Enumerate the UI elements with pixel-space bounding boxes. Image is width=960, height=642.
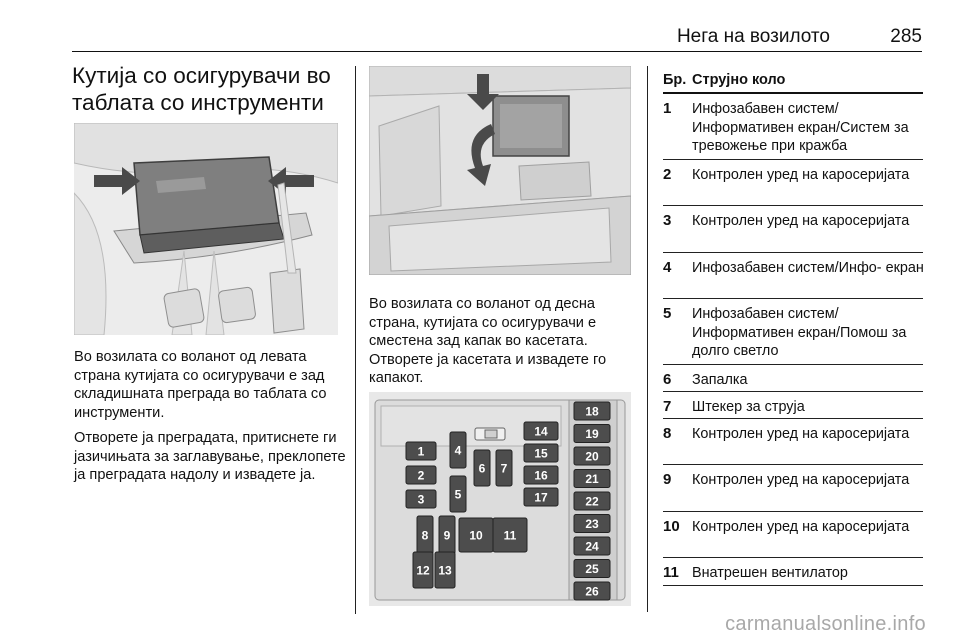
column-divider-left [355,66,356,614]
fuse-3 [406,490,436,508]
circuit-description: Внатрешен вентилатор [692,565,848,581]
fuse-label: 2 [417,468,425,483]
header-title: Нега на возилото [676,26,830,47]
fuse-label: 24 [585,539,599,554]
fuse-label: 5 [454,487,462,502]
fuse-number: 3 [663,212,672,229]
table-row [663,419,923,465]
fuse-label: 7 [500,461,508,476]
figure-rhd-glovebox [369,66,631,275]
table-row [663,365,923,392]
fuse-22 [574,492,610,510]
fuse-label: 11 [503,528,517,543]
table-row [663,558,923,586]
circuit-description: Штекер за струја [692,399,805,415]
circuit-table-header [663,66,923,94]
fuse-14 [524,422,558,440]
fuse-label: 20 [585,449,599,464]
page-number: 285 [890,26,922,47]
fuse-label: 19 [585,427,599,441]
circuit-description: Инфозабавен систем/ Информативен екран/Помош за долго светло [692,306,907,359]
fuse-label: 16 [534,468,548,483]
fuse-10 [459,518,493,552]
fuse-15 [524,444,558,462]
fuse-label: 12 [416,563,430,578]
table-row [663,512,923,558]
fuse-number: 5 [663,305,672,322]
fuse-label: 21 [585,472,599,486]
figure-lhd-dashboard [74,123,338,335]
fuse-label: 26 [585,584,599,599]
circuit-description: Инфозабавен систем/Инфо- екран [692,260,924,276]
section-title: Кутија со осигурувачи во таблата со инструменти [72,63,331,115]
fuse-16 [524,466,558,484]
fuse-label: 4 [454,443,462,458]
table-row [663,299,923,365]
fuse-label: 8 [421,528,429,543]
fuse-number: 1 [663,100,672,117]
fuse-label: 23 [585,517,599,531]
fuse-label: 3 [417,492,425,507]
circuit-description: Запалка [692,372,748,388]
fuse-1 [406,442,436,460]
fuse-label: 6 [478,461,486,476]
column-header-number: Бр. [663,72,687,88]
table-row [663,94,923,160]
circuit-description: Контролен уред на каросеријата [692,213,910,229]
fuse-6 [474,450,490,486]
fuse-12 [413,552,433,588]
fuse-label: 10 [469,528,483,543]
fuse-label: 1 [417,444,425,459]
fuse-label: 14 [534,424,548,439]
fuse-26 [574,582,610,600]
fuse-number: 9 [663,471,672,488]
rhd-glovebox-illustration [369,66,631,275]
fuse-label: 25 [585,562,599,576]
fuse-label: 18 [585,404,599,419]
table-row [663,206,923,253]
fuse-number: 11 [663,564,679,581]
fuse-11 [493,518,527,552]
lhd-location-paragraph: Во возилата со воланот од левата страна кутијата со осигурувачи е зад складишната преграда во таблата со инструменти. [74,349,327,421]
fuse-21 [574,470,610,488]
lhd-removal-paragraph: Отворете ја преградата, притиснете ги јазичињата за заглавување, преклопете ја преградата надолу и извадете ја. [74,430,346,483]
page-header [72,22,922,52]
fuse-number: 6 [663,371,672,388]
fuse-label: 15 [534,446,548,461]
fuse-2 [406,466,436,484]
circuit-description: Контролен уред на каросеријата [692,426,910,442]
lhd-glovebox-illustration [74,123,338,335]
fuse-box-diagram [369,392,631,606]
fuse-5 [450,476,466,512]
fuse-9 [439,516,455,554]
fuse-number: 7 [663,398,672,415]
fuse-19 [574,425,610,443]
fuse-number: 2 [663,166,672,183]
circuit-description: Инфозабавен систем/ Информативен екран/Систем за тревожење при кражба [692,101,909,154]
circuit-description: Контролен уред на каросеријата [692,519,910,535]
fuse-7 [496,450,512,486]
watermark: carmanualsonline.info [725,613,926,635]
fuse-25 [574,560,610,578]
fuse-4 [450,432,466,468]
fuse-label: 9 [443,528,451,543]
column-header-circuit: Струјно коло [692,72,786,88]
table-row [663,392,923,419]
column-divider-right [647,66,648,612]
fuse-13 [435,552,455,588]
circuit-description: Контролен уред на каросеријата [692,167,910,183]
fuse-8 [417,516,433,554]
fuse-24 [574,537,610,555]
fuse-number: 10 [663,518,680,535]
circuit-description: Контролен уред на каросеријата [692,472,910,488]
fuse-18 [574,402,610,420]
table-row [663,160,923,206]
fuse-23 [574,515,610,533]
rhd-location-paragraph: Во возилата со воланот од десна страна, кутијата со осигурувачи е сместена зад капак во касетата. Отворете ја касетата и извадете го капакот. [369,296,607,386]
fuse-20 [574,447,610,465]
fuse-label: 17 [534,490,548,505]
table-row [663,465,923,512]
table-row [663,253,923,299]
fuse-label: 13 [438,563,452,578]
fuse-17 [524,488,558,506]
fuse-label: 22 [585,494,599,509]
fuse-number: 4 [663,259,672,276]
fuse-number: 8 [663,425,672,442]
figure-fuse-box [369,392,631,606]
header-rule [72,51,922,52]
